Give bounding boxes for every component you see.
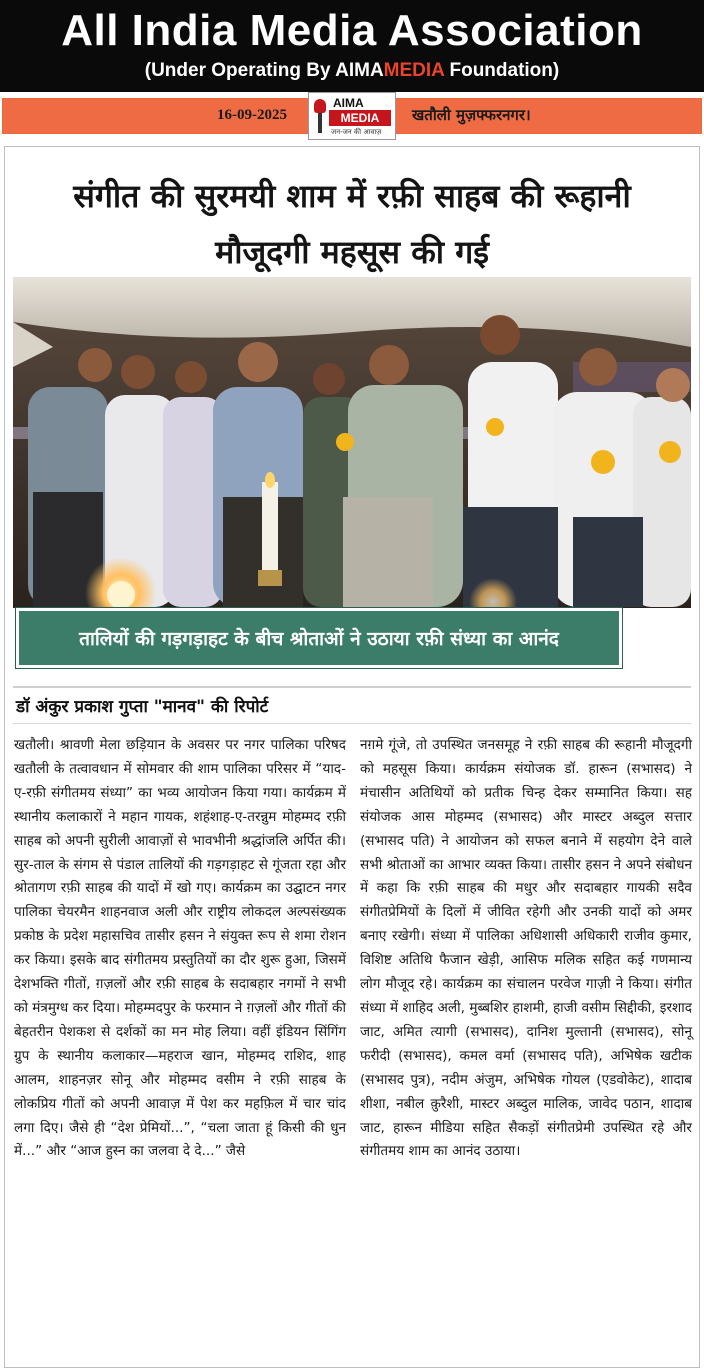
logo-tagline: जन-जन की आवाज़ <box>331 128 382 136</box>
logo-line-2: MEDIA <box>329 110 391 126</box>
masthead <box>0 0 704 92</box>
stage-light-core <box>107 581 135 608</box>
subtitle-accent: MEDIA <box>383 60 445 81</box>
aima-media-logo <box>308 92 396 140</box>
subtitle-prefix: (Under Operating By AIMA <box>144 60 384 81</box>
event-photo <box>13 277 691 608</box>
headline-line-2: मौजूदगी महसूस की गई <box>215 233 489 271</box>
report-byline: डॉ अंकुर प्रकाश गुप्ता "मानव" की रिपोर्ट <box>16 697 269 717</box>
article-body-left-column: खतौली। श्रावणी मेला छड़ियान के अवसर पर नगर पालिका परिषद खतौली के तत्वावधान में सोमवार की शाम पालिका परिसर में “याद-ए-रफ़ी संगीतमय संध्या” का भव्य आयोजन किया गया। कार्यक्रम में स्थानीय कलाकारों ने महान गायक, शहंशाह-ए-तरन्नुम मोहम्मद रफ़ी साहब को अपनी सुरीली आवाज़ों से भावभीनी श्रद्धांजलि अर्पित की। सुर-ताल के संगम से पंडाल तालियों की गड़गड़ाहट से गूंजता रहा और श्रोतागण रफ़ी साहब की यादों में खो गए। कार्यक्रम का उद्घाटन नगर पालिका चेयरमैन शाहनवाज अली और राष्ट्रीय लोकदल अल्पसंख्यक प्रकोष्ठ के प्रदेश महासचिव तासीर हसन ने संयुक्त रूप से शमा रोशन कर किया। इसके बाद संगीतमय प्रस्तुतियों का दौर शुरू हुआ, जिसमें देशभक्ति गीतों, ग़ज़लों और रफ़ी साहब के सदाबहार नगमों ने सभी को मंत्रमुग्ध कर दिया। मोहम्मदपुर के फरमान ने ग़ज़लों और गीतों की बेहतरीन पेशकश से दर्शकों का मन मोह लिया। वहीं इंडियन सिंगिंग ग्रुप के स्थानीय कलाकार—महराज खान, मोहम्मद राशिद, शाह आलम, शाहनज़र सोनू और मोहम्मद वसीम ने रफ़ी साहब के लोकप्रिय गीतों को अपनी आवाज़ में पेश कर महफ़िल में चार चांद लगा दिए। जैसे ही “देश प्रेमियों...”, “चला जाता हूं किसी की धुन में...” और “आज हुस्न का जलवा दे दे...” जैसे <box>14 737 346 1160</box>
logo-line-1: AIMA <box>333 96 364 110</box>
divider <box>13 686 691 688</box>
article-body-right-column: नग़मे गूंजे, तो उपस्थित जनसमूह ने रफ़ी साहब की रूहानी मौजूदगी को महसूस किया। कार्यक्रम संयोजक डॉ. हारून (सभासद) ने मंचासीन अतिथियों को प्रतीक चिन्ह देकर सम्मानित किया। सह संयोजक आस मोहम्मद (सभासद) और मास्टर अब्दुल सत्तार (सभासद पति) ने आयोजन को सफल बनाने में सहयोग देने वाले सभी श्रोताओं का आभार व्यक्त किया। तासीर हसन ने अपने संबोधन में कहा कि रफ़ी साहब की मधुर और सदाबहार गायकी सदैव संगीतप्रेमियों के दिलों में जीवित रहेगी और उनकी यादों को अमर बनाए रखेगी। संध्या में पालिका अधिशासी अधिकारी राजीव कुमार, विशिष्ट अतिथि फैजान खेड़ी, आसिफ मलिक सहित कई गणमान्य लोग मौजूद रहे। कार्यक्रम का संचालन परवेज गाज़ी ने किया। संगीत संध्या में शाहिद अली, मुब्बशिर हाशमी, हाजी वसीम सिद्दीकी, इरशाद जाट, अमित त्यागी (सभासद), दानिश मुल्तानी (सभासद), सोनू फरीदी (सभासद), कमल वर्मा (सभासद पति), अभिषेक खटीक (सभासद पुत्र), नदीम अंजुम, अभिषेक गोयल (एडवोकेट), शादाब शीशा, नबील क़ुरैशी, मास्टर अब्दुल मालिक, जावेद पठान, शादाब जाट, हारून मीडिया सहित सैकड़ों संगीतप्रेमी उपस्थित रहे और संगीतमय शाम का आनंद उठाया। <box>360 737 692 1160</box>
masthead-title: All India Media Association <box>61 6 643 55</box>
microphone-icon <box>314 99 326 133</box>
headline-line-1: संगीत की सुरमयी शाम में रफ़ी साहब की रूहानी <box>73 177 631 215</box>
divider <box>13 723 691 724</box>
event-photo-illustration <box>13 277 691 608</box>
photo-caption-text: तालियों की गड़गड़ाहट के बीच श्रोताओं ने उठाया रफ़ी संध्या का आनंद <box>79 628 559 650</box>
photo-caption-banner <box>16 608 622 668</box>
article-headline <box>0 168 704 280</box>
masthead-subtitle <box>0 60 704 82</box>
publication-date: 16-09-2025 <box>217 107 287 123</box>
dateline-place: खतौली मुज़फ्फरनगर। <box>412 106 531 124</box>
subtitle-suffix: Foundation) <box>444 60 560 81</box>
